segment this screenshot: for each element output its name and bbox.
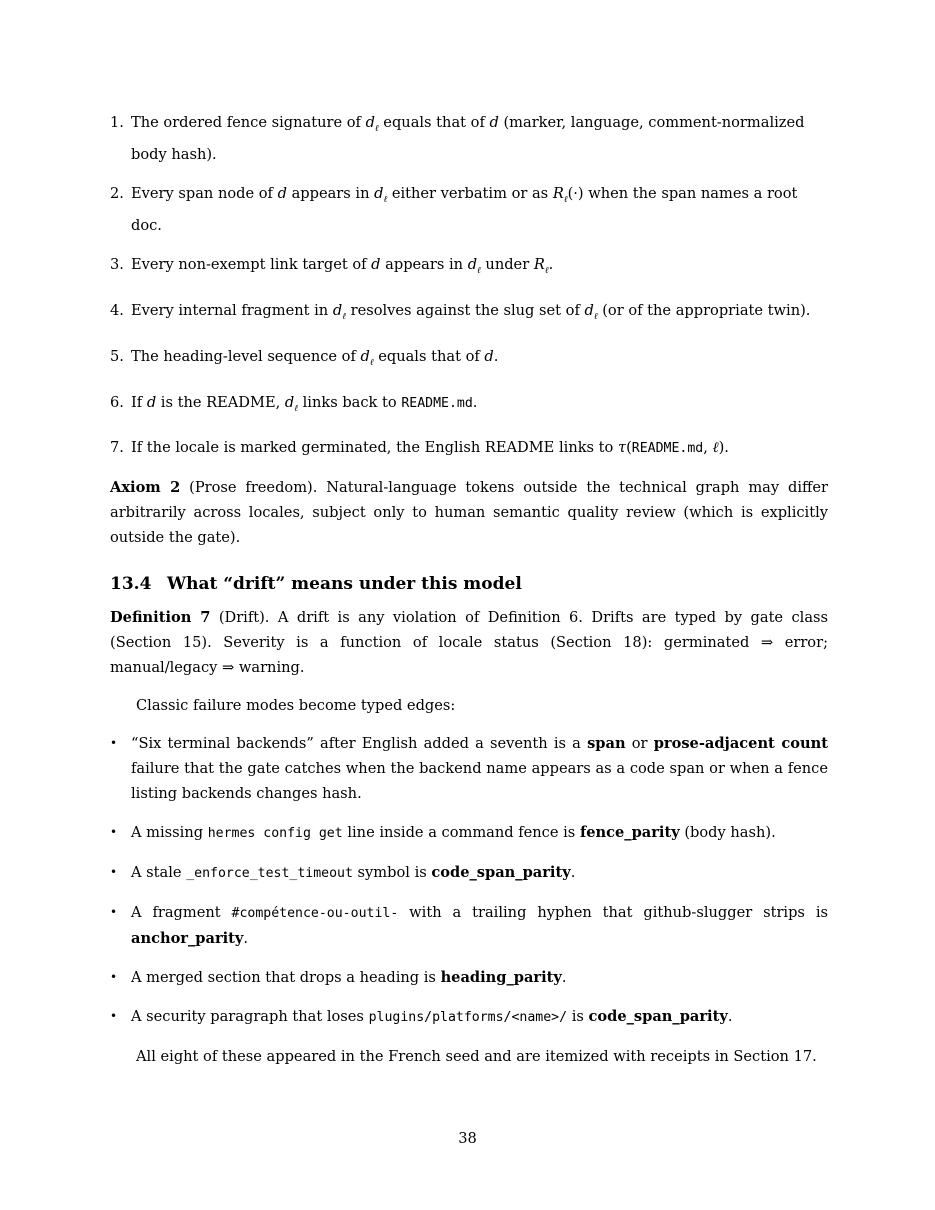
section-title: What “drift” means under this model: [167, 574, 522, 595]
axiom-label: Axiom 2: [110, 479, 181, 497]
bullet: •: [110, 970, 118, 985]
section-number: 13.4: [110, 574, 152, 595]
definition-paragraph: [110, 605, 828, 680]
page-body: [110, 110, 828, 1082]
definition-label: Definition 7: [110, 609, 211, 627]
text-run: A missing: [131, 824, 208, 842]
text-run: .: [570, 864, 576, 882]
gate-class-term: prose-adjacent count: [653, 735, 828, 753]
axiom-paragraph: [110, 475, 828, 550]
page-number: 38: [458, 1130, 477, 1147]
item-number: 4.: [110, 301, 124, 319]
item-text: Every span node of d appears in $d_\ell$ either verbatim or as $R_\ell(\cdot)$ when the span names a root doc.: [131, 184, 798, 234]
code-span: hermes config get: [207, 826, 343, 842]
item-number: 1.: [110, 114, 124, 131]
text-run: or: [625, 735, 654, 753]
text-run: .: [243, 930, 249, 948]
section-heading: [110, 572, 828, 597]
text-run: symbol is: [352, 864, 432, 882]
text-run: A fragment: [131, 904, 232, 922]
list-item: [110, 900, 828, 951]
item-text: The ordered fence signature of $d_\ell$ equals that of d (marker, language, comment-normalized body hash).: [131, 114, 805, 163]
item-number: 6.: [110, 393, 124, 411]
bullet: •: [110, 1009, 118, 1024]
text-run: (body hash).: [679, 824, 776, 842]
bullet: •: [110, 736, 118, 751]
gate-property-list: [110, 110, 828, 461]
gate-class-term: anchor_parity: [131, 930, 244, 948]
gate-class-term: code_span_parity: [431, 864, 571, 882]
list-item: [110, 181, 828, 238]
text-run: A merged section that drops a heading is: [131, 969, 441, 987]
failure-mode-list: [110, 731, 828, 1030]
item-number: 2.: [110, 184, 124, 202]
text-run: .: [727, 1008, 733, 1026]
item-number: 3.: [110, 255, 124, 273]
text-run: A stale: [131, 864, 187, 882]
list-item: [110, 731, 828, 806]
list-item: [110, 344, 828, 376]
text-run: failure that the gate catches when the backend name appears as a code span or when a fence listing backends changes hash.: [131, 760, 828, 803]
text-run: is: [567, 1008, 589, 1026]
gate-class-term: span: [587, 735, 626, 753]
code-span: _enforce_test_timeout: [186, 866, 353, 882]
list-item: [110, 965, 828, 990]
intro-paragraph: Classic failure modes become typed edges:: [136, 697, 456, 715]
gate-class-term: heading_parity: [440, 969, 562, 987]
item-text: Every internal fragment in $d_\ell$ resolves against the slug set of $d_\ell$ (or of the appropriate twin).: [131, 301, 811, 322]
list-item: [110, 860, 828, 886]
item-text: If d is the README, $d_\ell$ links back to README.md.: [131, 393, 478, 414]
code-span: plugins/platforms/<name>/: [368, 1010, 568, 1026]
item-number: 5.: [110, 347, 124, 365]
gate-class-term: fence_parity: [579, 824, 680, 842]
bullet: •: [110, 865, 118, 880]
list-item: [110, 252, 828, 284]
bullet: •: [110, 905, 118, 920]
item-text: The heading-level sequence of $d_\ell$ equals that of d.: [131, 347, 499, 368]
axiom-text: Natural-language tokens outside the technical graph may differ arbitrarily across locales, subject only to human semantic quality review (which is explicitly outside the gate).: [110, 479, 828, 547]
list-item: [110, 820, 828, 846]
gate-class-term: code_span_parity: [588, 1008, 728, 1026]
code-span: #compétence-ou-outil-: [231, 906, 399, 922]
definition-title: (Drift).: [218, 609, 270, 627]
text-run: A security paragraph that loses: [131, 1008, 369, 1026]
text-run: line inside a command fence is: [342, 824, 580, 842]
list-item: [110, 390, 828, 422]
text-run: with a trailing hyphen that github-slugger strips is: [398, 904, 828, 922]
item-text: Every non-exempt link target of d appears in $d_\ell$ under $R_\ell$.: [131, 255, 554, 276]
axiom-title: (Prose freedom).: [189, 479, 318, 497]
text-run: “Six terminal backends” after English added a seventh is a: [131, 735, 588, 753]
item-text: If the locale is marked germinated, the English README links to τ(README.md, ℓ).: [131, 439, 729, 457]
list-item: [110, 435, 828, 461]
bullet: •: [110, 825, 118, 840]
closing-paragraph: All eight of these appeared in the French seed and are itemized with receipts in Section 17.: [136, 1048, 817, 1066]
list-item: [110, 1004, 828, 1030]
text-run: .: [561, 969, 567, 987]
item-number: 7.: [110, 439, 124, 457]
list-item: [110, 110, 828, 167]
definition-text: A drift is any violation of Definition 6. Drifts are typed by gate class (Section 15). Severity is a function of locale status (Section 18): germinated ⇒ error; manual/legacy ⇒ warning.: [110, 609, 829, 677]
list-item: [110, 298, 828, 330]
